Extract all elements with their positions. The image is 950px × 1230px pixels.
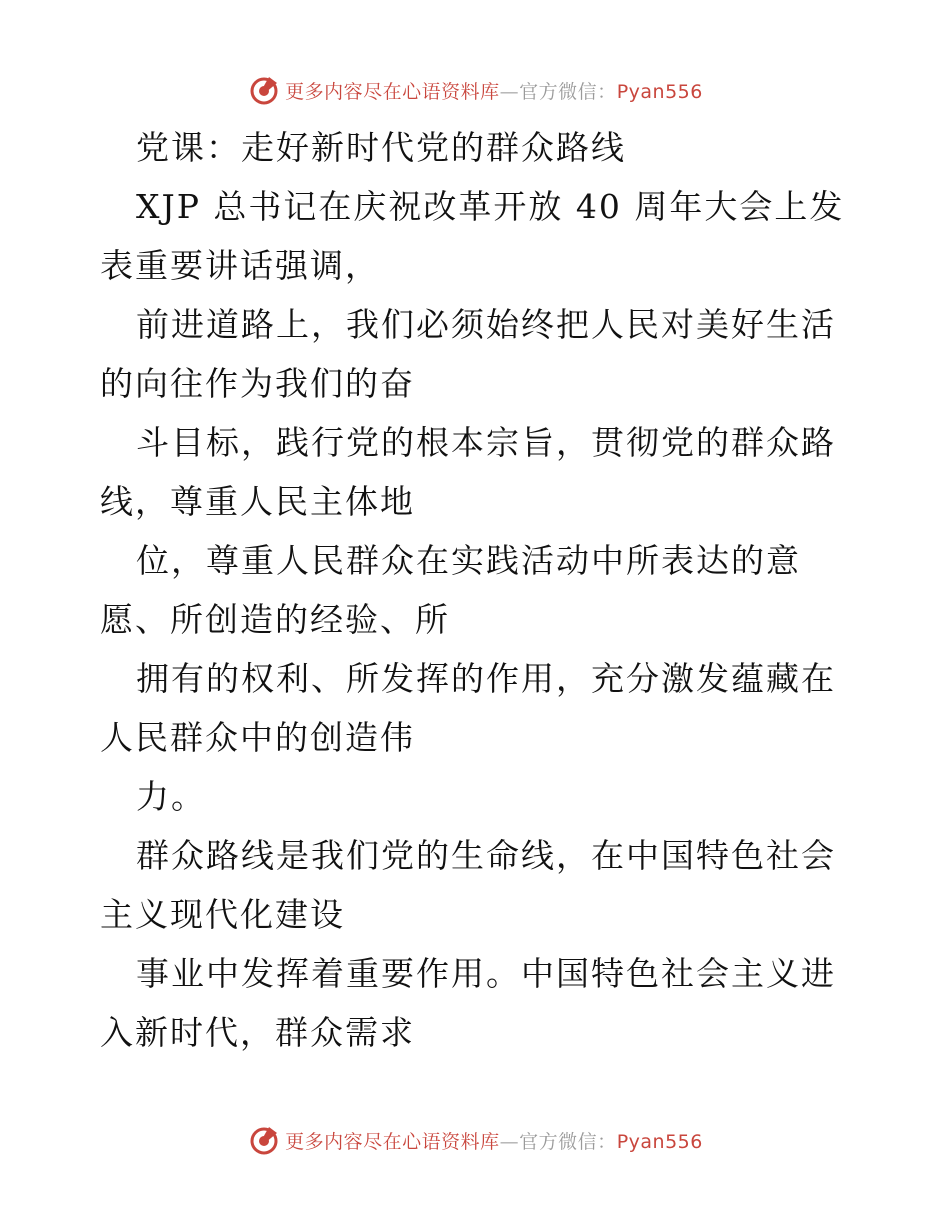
paragraph: XJP 总书记在庆祝改革开放 40 周年大会上发表重要讲话强调， (100, 187, 845, 285)
footer-watermark (0, 1120, 950, 1160)
header-watermark (0, 70, 950, 110)
brand-logo-icon (247, 73, 281, 107)
paragraph: 党课：走好新时代党的群众路线 (136, 128, 626, 167)
paragraph: 拥有的权利、所发挥的作用，充分激发蕴藏在人民群众中的创造伟 (100, 659, 836, 757)
watermark-text: 更多内容尽在心语资料库—官方微信：Pyan556 (285, 1130, 703, 1153)
paragraph: 斗目标，践行党的根本宗旨，贯彻党的群众路线，尊重人民主体地 (100, 423, 836, 521)
document-body (100, 118, 860, 1062)
paragraph: 力。 (136, 777, 206, 816)
brand-logo-icon (247, 1123, 281, 1157)
paragraph: 位，尊重人民群众在实践活动中所表达的意愿、所创造的经验、所 (100, 541, 801, 639)
watermark-text: 更多内容尽在心语资料库—官方微信：Pyan556 (285, 80, 703, 103)
paragraph: 前进道路上，我们必须始终把人民对美好生活的向往作为我们的奋 (100, 305, 836, 403)
paragraph: 事业中发挥着重要作用。中国特色社会主义进入新时代，群众需求 (100, 954, 836, 1052)
paragraph: 群众路线是我们党的生命线，在中国特色社会主义现代化建设 (100, 836, 836, 934)
